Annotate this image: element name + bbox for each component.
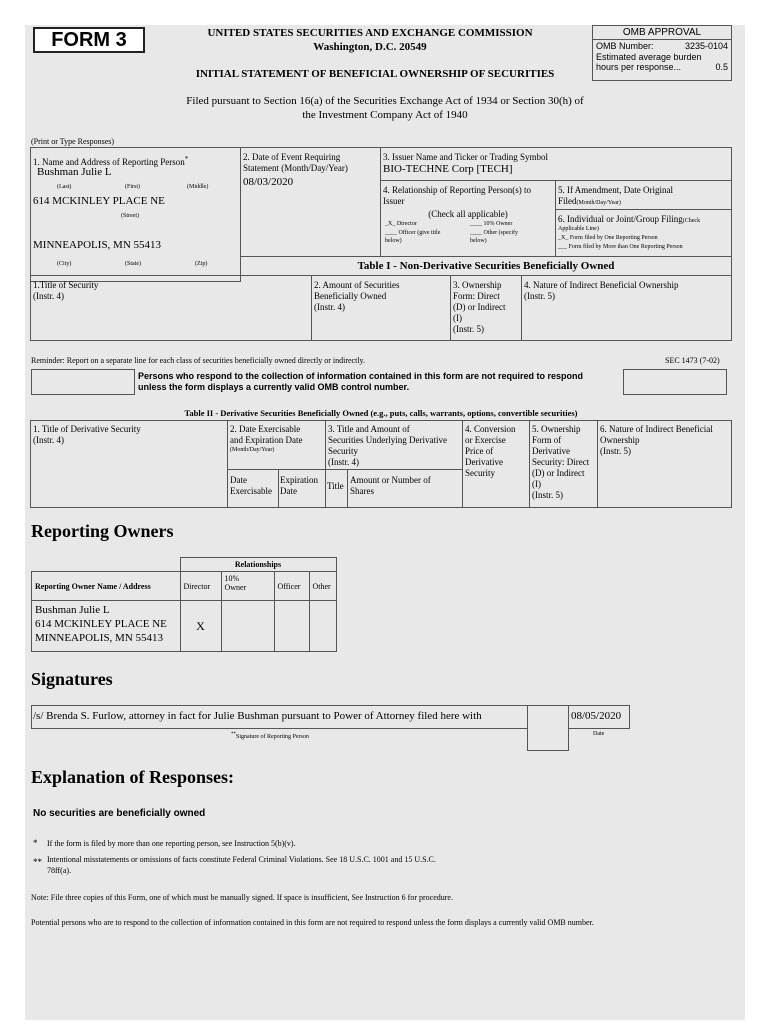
relationships-header: Relationships bbox=[180, 558, 336, 572]
table1-col3-line3: (D) or Indirect bbox=[453, 302, 506, 312]
table2-title: Table II - Derivative Securities Beneficially Owned (e.g., puts, calls, warrants, options, convertible securities) bbox=[184, 408, 578, 418]
reporting-person-name: Bushman Julie L bbox=[37, 166, 112, 178]
note2-marker: ** bbox=[33, 857, 42, 867]
omb-title: OMB APPROVAL bbox=[593, 26, 731, 40]
table2-col3-line3: Security bbox=[328, 446, 358, 456]
table2-col4-line5: Security bbox=[465, 468, 495, 478]
persons-notice-line2: unless the form displays a currently valid OMB control number. bbox=[138, 382, 410, 392]
omb-burden-label2: hours per response... bbox=[596, 62, 682, 72]
ten-pct-line1: 10% bbox=[224, 574, 240, 583]
table2-col6-line2: Ownership bbox=[600, 435, 640, 445]
last-label: (Last) bbox=[57, 184, 72, 190]
table2-col6-line1: 6. Nature of Indirect Beneficial bbox=[600, 424, 713, 434]
omb-burden-label: Estimated average burden bbox=[596, 52, 702, 62]
table2-col5-line6: (I) bbox=[532, 479, 541, 489]
event-date-value: 08/03/2020 bbox=[243, 176, 294, 188]
table2-col2-line3: (Month/Day/Year) bbox=[230, 447, 275, 453]
table2-col2-line1: 2. Date Exercisable bbox=[230, 424, 301, 434]
persons-notice bbox=[138, 371, 628, 393]
box6-one-person: _X_ Form filed by One Reporting Person bbox=[558, 235, 658, 241]
box4-label1: 4. Relationship of Reporting Person(s) to bbox=[383, 185, 531, 195]
signature-marker: ** bbox=[231, 732, 236, 737]
box4-other: ____ Other (specify bbox=[470, 230, 518, 236]
table2-col2-sub1-line2: Exercisable bbox=[230, 486, 272, 496]
table2-col3-sub2-line2: Shares bbox=[350, 486, 374, 496]
table1-col2-line3: (Instr. 4) bbox=[314, 302, 345, 312]
table2-col4-line3: Price of bbox=[465, 446, 494, 456]
box4-check-all: (Check all applicable) bbox=[428, 209, 508, 219]
middle-label: (Middle) bbox=[187, 184, 209, 190]
form-label-box bbox=[33, 27, 145, 53]
table2-col1-line2: (Instr. 4) bbox=[33, 435, 64, 445]
form-label: FORM 3 bbox=[51, 29, 127, 51]
table1-col2-line2: Beneficially Owned bbox=[314, 291, 387, 301]
table2-col5-line7: (Instr. 5) bbox=[532, 490, 563, 500]
note2-line1: Intentional misstatements or omissions of facts constitute Federal Criminal Violations. See 18 U.S.C. 1001 and 15 U.S.C. bbox=[47, 855, 436, 864]
other-header: Other bbox=[309, 572, 336, 601]
reminder-text: Reminder: Report on a separate line for each class of securities beneficially owned directly or indirectly. bbox=[31, 356, 366, 365]
owner-line1: Bushman Julie L bbox=[35, 604, 110, 616]
owner-name-header: Reporting Owner Name / Address bbox=[32, 572, 181, 601]
owner-line3: MINNEAPOLIS, MN 55413 bbox=[35, 632, 164, 644]
note2-line2: 78ff(a). bbox=[47, 866, 72, 875]
table1-col4-line2: (Instr. 5) bbox=[524, 291, 555, 301]
table2-col1-line1: 1. Title of Derivative Security bbox=[33, 424, 141, 434]
owner-address-cell bbox=[32, 601, 181, 652]
table2-col2-sub2-line1: Expiration bbox=[280, 475, 318, 485]
box2-label2: Statement (Month/Day/Year) bbox=[243, 163, 348, 173]
box4-label2: Issuer bbox=[383, 196, 405, 206]
note3: Note: File three copies of this Form, one of which must be manually signed. If space is insufficient, See Instruction 6 for procedure. bbox=[31, 893, 453, 902]
box4-officer2: below) bbox=[385, 238, 402, 244]
box5-label2: Filed bbox=[558, 196, 577, 206]
note4: Potential persons who are to respond to the collection of information contained in this form are not required to respond unless the form displays a currently valid OMB number. bbox=[31, 918, 594, 927]
box1-label: 1. Name and Address of Reporting Person bbox=[33, 157, 185, 167]
box5-label2-wrap bbox=[558, 196, 621, 209]
issuer-value: BIO-TECHNE Corp [TECH] bbox=[383, 163, 513, 175]
street-label: (Street) bbox=[121, 213, 139, 219]
box4-other2: below) bbox=[470, 238, 487, 244]
agency-title: UNITED STATES SECURITIES AND EXCHANGE COMMISSION bbox=[207, 27, 533, 39]
reporting-owners-heading: Reporting Owners bbox=[31, 521, 174, 541]
table1-title: Table I - Non-Derivative Securities Beneficially Owned bbox=[357, 260, 615, 272]
director-mark: X bbox=[180, 601, 221, 652]
table1-col1-line1: 1.Title of Security bbox=[33, 280, 99, 290]
table2-col5-line5: (D) or Indirect bbox=[532, 468, 585, 478]
officer-cell bbox=[274, 601, 309, 652]
table1-col3-line1: 3. Ownership bbox=[453, 280, 502, 290]
notice-left-box bbox=[31, 369, 135, 395]
owners-blank-cell bbox=[32, 558, 181, 572]
omb-burden-value: 0.5 bbox=[715, 62, 728, 72]
box1-asterisk: * bbox=[184, 155, 189, 163]
street-value: 614 MCKINLEY PLACE NE bbox=[33, 195, 165, 207]
omb-approval-box bbox=[592, 25, 732, 81]
signature-label: Signature of Reporting Person bbox=[236, 734, 309, 740]
table-row bbox=[32, 601, 337, 652]
signature-mid-box bbox=[527, 705, 569, 751]
agency-location: Washington, D.C. 20549 bbox=[313, 41, 427, 53]
table2-col4-line4: Derivative bbox=[465, 457, 503, 467]
table2-col6-line3: (Instr. 5) bbox=[600, 446, 631, 456]
table1-col3-line2: Form: Direct bbox=[453, 291, 500, 301]
box5-label-small: (Month/Day/Year) bbox=[576, 200, 621, 206]
notice-right-box bbox=[623, 369, 727, 395]
table2-col3-line2: Securities Underlying Derivative bbox=[328, 435, 447, 445]
box4-ten-pct: ____ 10% Owner bbox=[470, 221, 513, 227]
table2-col5-line4: Security: Direct bbox=[532, 457, 590, 467]
first-label: (First) bbox=[125, 184, 140, 190]
form-page bbox=[25, 25, 745, 1020]
box6-applicable: Applicable Line) bbox=[558, 226, 599, 232]
omb-number-value: 3235-0104 bbox=[684, 41, 728, 51]
box4-officer: ____ Officer (give title bbox=[385, 230, 441, 236]
table2-col3-sub2-line1: Amount or Number of bbox=[350, 475, 431, 485]
box6-label-small: (Check bbox=[682, 218, 701, 224]
box3-label: 3. Issuer Name and Ticker or Trading Symbol bbox=[383, 152, 548, 162]
signature-text: /s/ Brenda S. Furlow, attorney in fact for Julie Bushman pursuant to Power of Attorney filed here with bbox=[33, 710, 482, 722]
table1-col3-line4: (I) bbox=[453, 313, 462, 323]
state-label: (State) bbox=[125, 261, 141, 267]
table1-col1-line2: (Instr. 4) bbox=[33, 291, 64, 301]
table2-col3-line1: 3. Title and Amount of bbox=[328, 424, 410, 434]
filed-pursuant-line1: Filed pursuant to Section 16(a) of the Securities Exchange Act of 1934 or Section 30(h) of bbox=[186, 95, 584, 107]
box6-label: 6. Individual or Joint/Group Filing bbox=[558, 214, 683, 224]
director-header: Director bbox=[180, 572, 221, 601]
ten-pct-cell bbox=[221, 601, 274, 652]
reporting-owners-table bbox=[31, 557, 337, 652]
table2-col5-line1: 5. Ownership bbox=[532, 424, 581, 434]
owner-line2: 614 MCKINLEY PLACE NE bbox=[35, 618, 167, 630]
table2-col4-line2: or Exercise bbox=[465, 435, 506, 445]
box4-director: _X_ Director bbox=[385, 221, 417, 227]
table2-col2-sub2-line2: Date bbox=[280, 486, 297, 496]
signature-date: 08/05/2020 bbox=[571, 710, 622, 722]
table2-col2-sub1-line1: Date bbox=[230, 475, 247, 485]
note1-text: If the form is filed by more than one reporting person, see Instruction 5(b)(v). bbox=[47, 839, 296, 848]
explanation-heading: Explanation of Responses: bbox=[31, 767, 235, 787]
city-label: (City) bbox=[57, 261, 72, 267]
box2-label1: 2. Date of Event Requiring bbox=[243, 152, 341, 162]
city-value: MINNEAPOLIS, MN 55413 bbox=[33, 239, 162, 251]
table2-col2-line2: and Expiration Date bbox=[230, 435, 303, 445]
signatures-heading: Signatures bbox=[31, 669, 113, 689]
other-cell bbox=[309, 601, 336, 652]
box5-label1: 5. If Amendment, Date Original bbox=[558, 185, 673, 195]
box6-more-person: ___ Form filed by More than One Reporting Person bbox=[558, 244, 683, 250]
note1-marker: * bbox=[33, 838, 38, 848]
table1-col2-line1: 2. Amount of Securities bbox=[314, 280, 400, 290]
table2-col5-line2: Form of bbox=[532, 435, 562, 445]
table2-col3-sub1-label: Title bbox=[327, 481, 344, 491]
statement-title: INITIAL STATEMENT OF BENEFICIAL OWNERSHIP OF SECURITIES bbox=[195, 68, 555, 80]
table2-col4-line1: 4. Conversion bbox=[465, 424, 516, 434]
sec-number: SEC 1473 (7-02) bbox=[665, 356, 720, 365]
table2-col5-line3: Derivative bbox=[532, 446, 570, 456]
ten-pct-line2: Owner bbox=[224, 583, 247, 592]
omb-number-label: OMB Number: bbox=[596, 41, 654, 51]
table1-col3-line5: (Instr. 5) bbox=[453, 324, 484, 334]
ten-pct-header bbox=[221, 572, 274, 601]
officer-header: Officer bbox=[274, 572, 309, 601]
table1-col4-line1: 4. Nature of Indirect Beneficial Ownership bbox=[524, 280, 679, 290]
persons-notice-line1: Persons who respond to the collection of information contained in this form are not required to respond bbox=[138, 371, 584, 381]
signature-label-wrap bbox=[231, 732, 309, 740]
print-note: (Print or Type Responses) bbox=[31, 137, 115, 146]
date-label: Date bbox=[593, 731, 605, 737]
no-securities: No securities are beneficially owned bbox=[33, 808, 206, 819]
table2-col3-line4: (Instr. 4) bbox=[328, 457, 359, 467]
filed-pursuant-line2: the Investment Company Act of 1940 bbox=[302, 109, 468, 121]
zip-label: (Zip) bbox=[195, 261, 208, 267]
